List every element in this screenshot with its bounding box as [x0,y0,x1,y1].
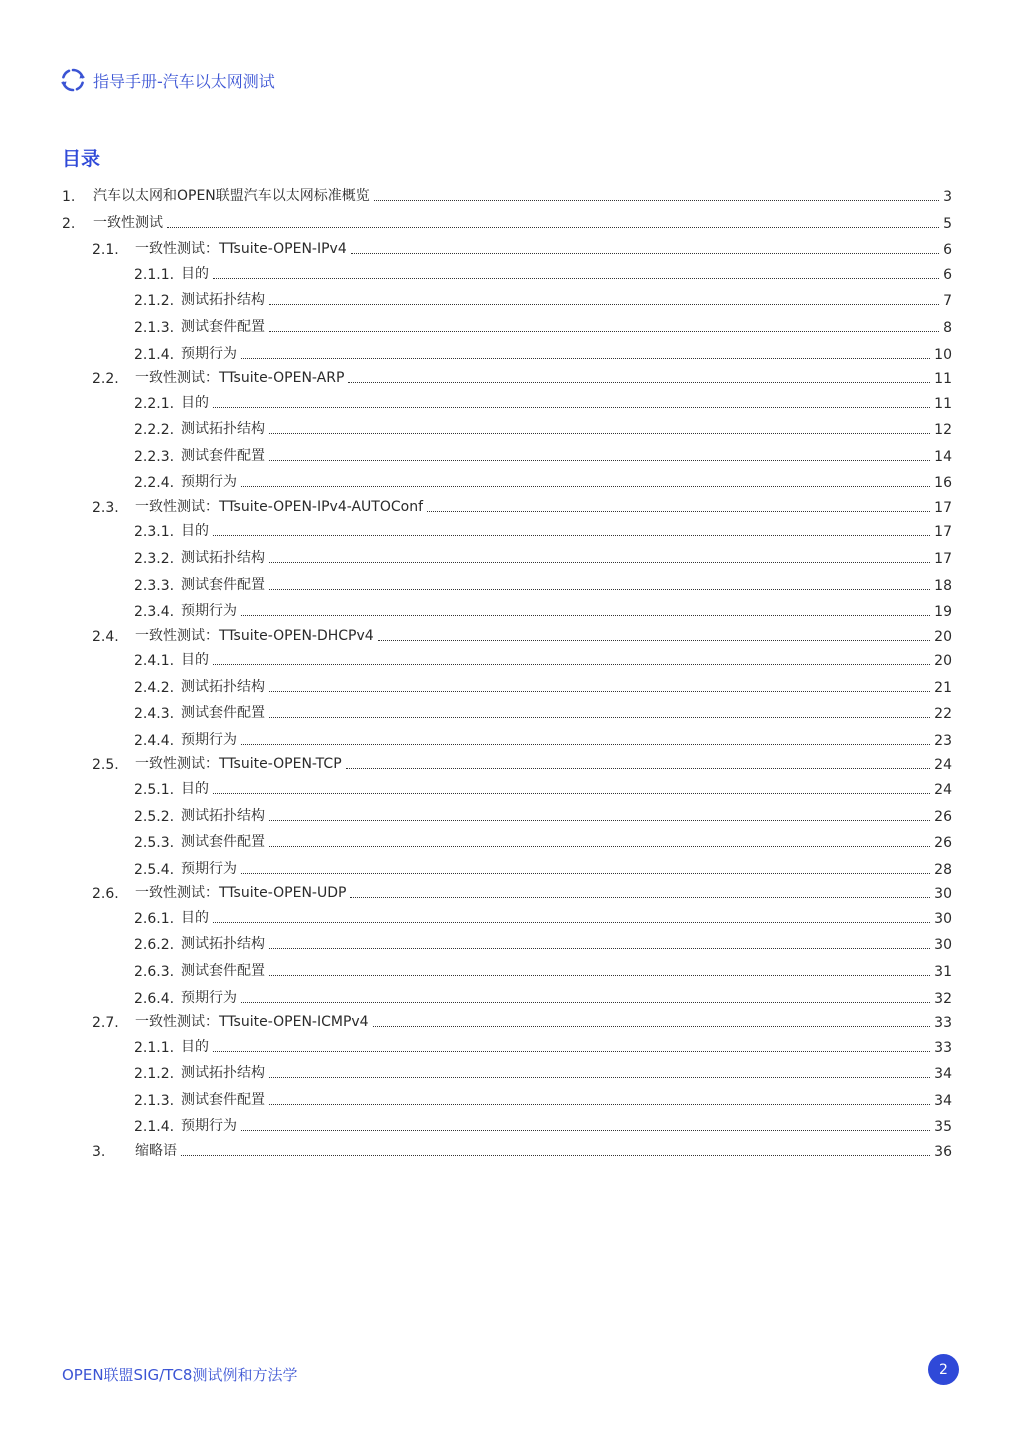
toc-entry[interactable] [134,1060,952,1082]
dot-leader [269,846,930,847]
toc-entry-page: 23 [934,733,952,749]
toc-entry-number: 1. [62,189,76,205]
toc-entry-title: 汽车以太网和OPEN联盟汽车以太网标准概览 [93,188,370,204]
dot-leader [213,535,930,536]
toc-entry-title: 一致性测试：TTsuite-OPEN-IPv4-AUTOConf [135,499,424,515]
toc-entry-page: 30 [934,886,952,902]
toc-entry-page: 10 [934,347,952,363]
toc-entry-page: 32 [934,991,952,1007]
toc-entry-page: 5 [943,216,952,232]
toc-entry-number: 2.1.4. [134,347,175,363]
dot-leader [241,1002,930,1003]
toc-entry-title: 测试拓扑结构 [181,679,265,695]
toc-entry-page: 17 [934,524,952,540]
toc-entry[interactable] [134,829,952,851]
toc-entry-number: 2. [62,216,76,232]
toc-entry-number: 2.5.3. [134,835,175,851]
toc-entry-page: 36 [934,1144,952,1160]
toc-entry-number: 2.1.4. [134,1119,175,1135]
dot-leader [241,615,930,616]
toc-entry[interactable] [134,727,952,749]
toc-entry-page: 17 [934,500,952,516]
toc-entry-page: 16 [934,475,952,491]
toc-entry[interactable] [134,647,952,669]
dot-leader [213,407,930,408]
toc-entry-page: 30 [934,911,952,927]
toc-entry-page: 33 [934,1015,952,1031]
toc-entry[interactable] [134,931,952,953]
toc-entry-page: 21 [934,680,952,696]
toc-entry[interactable] [134,314,952,336]
toc-entry-number: 2.1. [92,242,119,258]
toc-entry-number: 2.1.3. [134,320,175,336]
toc-entry-number: 2.2. [92,371,119,387]
dot-leader [269,975,930,976]
toc-entry-number: 2.3.1. [134,524,175,540]
toc-entry-title: 测试拓扑结构 [181,1065,265,1081]
toc-entry[interactable] [92,365,952,387]
dot-leader [213,922,930,923]
toc-entry[interactable] [134,803,952,825]
toc-entry-page: 3 [943,189,952,205]
toc-entry[interactable] [134,261,952,283]
dot-leader [269,717,930,718]
toc-entry[interactable] [134,1034,952,1056]
toc-entry-page: 20 [934,653,952,669]
toc-entry[interactable] [134,416,952,438]
toc-entry-title: 测试套件配置 [181,319,265,335]
toc-entry[interactable] [134,341,952,363]
dot-leader [269,691,930,692]
toc-entry-number: 2.4. [92,629,119,645]
toc-entry[interactable] [62,183,952,205]
toc-entry-title: 预期行为 [181,732,237,748]
toc-entry-page: 22 [934,706,952,722]
toc-entry-title: 测试拓扑结构 [181,292,265,308]
toc-entry-number: 2.3.2. [134,551,175,567]
toc-entry-number: 2.1.1. [134,267,175,283]
toc-entry[interactable] [92,623,952,645]
toc-entry-page: 8 [943,320,952,336]
toc-entry-page: 7 [943,293,952,309]
toc-entry-number: 2.3.4. [134,604,175,620]
toc-entry[interactable] [62,210,952,232]
dot-leader [213,1051,930,1052]
toc-entry-page: 17 [934,551,952,567]
toc-entry[interactable] [134,958,952,980]
toc-entry-title: 一致性测试：TTsuite-OPEN-UDP [135,885,347,901]
toc-entry-title: 目的 [181,1039,209,1055]
toc-heading: 目录 [62,148,101,170]
dot-leader [213,664,930,665]
dot-leader [269,1077,930,1078]
toc-entry-number: 2.5.2. [134,809,175,825]
toc-entry-title: 目的 [181,910,209,926]
toc-entry-page: 35 [934,1119,952,1135]
toc-entry[interactable] [134,700,952,722]
dot-leader [427,511,930,512]
toc-entry-number: 2.2.3. [134,449,175,465]
toc-entry-page: 11 [934,396,952,412]
toc-entry-number: 2.6.2. [134,937,175,953]
toc-entry[interactable] [92,494,952,516]
dot-leader [213,793,930,794]
toc-entry[interactable] [134,390,952,412]
toc-entry[interactable] [134,856,952,878]
toc-entry[interactable] [134,572,952,594]
dot-leader [373,1026,931,1027]
toc-entry[interactable] [92,1138,952,1160]
footer-text: OPEN联盟SIG/TC8测试例和方法学 [62,1366,298,1384]
toc-entry-title: 一致性测试：TTsuite-OPEN-ICMPv4 [135,1014,369,1030]
toc-entry-number: 2.2.1. [134,396,175,412]
toc-entry-page: 26 [934,809,952,825]
toc-entry-title: 目的 [181,395,209,411]
toc-entry-number: 2.2.2. [134,422,175,438]
dot-leader [269,433,930,434]
toc-entry-number: 2.6.4. [134,991,175,1007]
toc-entry-page: 34 [934,1093,952,1109]
dot-leader [269,820,930,821]
toc-entry-title: 测试套件配置 [181,963,265,979]
toc-entry-title: 预期行为 [181,861,237,877]
toc-entry-page: 30 [934,937,952,953]
toc-entry-number: 2.1.2. [134,1066,175,1082]
toc-entry-page: 31 [934,964,952,980]
toc-entry[interactable] [134,776,952,798]
dot-leader [167,227,939,228]
toc-entry-title: 测试套件配置 [181,577,265,593]
toc-entry-page: 26 [934,835,952,851]
dot-leader [241,873,930,874]
toc-entry-page: 28 [934,862,952,878]
toc-entry-number: 2.6.3. [134,964,175,980]
toc-entry-number: 2.1.3. [134,1093,175,1109]
toc-entry[interactable] [92,1009,952,1031]
toc-entry-title: 预期行为 [181,990,237,1006]
toc-entry-number: 2.1.2. [134,293,175,309]
toc-entry-number: 2.3. [92,500,119,516]
dot-leader [269,948,930,949]
toc-entry-number: 2.4.4. [134,733,175,749]
toc-entry-page: 24 [934,782,952,798]
toc-entry-title: 测试套件配置 [181,1092,265,1108]
toc-entry-title: 目的 [181,266,209,282]
toc-entry-title: 测试拓扑结构 [181,936,265,952]
toc-entry-page: 11 [934,371,952,387]
dot-leader [269,562,930,563]
toc-entry-title: 预期行为 [181,1118,237,1134]
toc-entry-title: 目的 [181,523,209,539]
toc-entry-page: 18 [934,578,952,594]
toc-entry-title: 一致性测试：TTsuite-OPEN-ARP [135,370,345,386]
toc-entry-title: 测试拓扑结构 [181,808,265,824]
toc-entry[interactable] [92,880,952,902]
dot-leader [378,640,930,641]
dot-leader [374,200,939,201]
toc-entry-number: 2.4.3. [134,706,175,722]
toc-entry-title: 目的 [181,781,209,797]
toc-entry-number: 2.4.1. [134,653,175,669]
toc-entry-title: 测试套件配置 [181,834,265,850]
toc-entry-title: 测试套件配置 [181,448,265,464]
toc-entry-number: 2.5. [92,757,119,773]
toc-entry-title: 测试拓扑结构 [181,550,265,566]
dot-leader [351,253,939,254]
toc-entry-number: 2.7. [92,1015,119,1031]
toc-entry-number: 2.4.2. [134,680,175,696]
toc-entry-number: 2.5.1. [134,782,175,798]
dot-leader [350,897,930,898]
dot-leader [346,768,931,769]
toc-entry[interactable] [92,236,952,258]
toc-entry-number: 2.2.4. [134,475,175,491]
toc-entry[interactable] [134,518,952,540]
dot-leader [269,331,939,332]
dot-leader [269,1104,930,1105]
toc-entry[interactable] [134,598,952,620]
dot-leader [241,744,930,745]
dot-leader [241,1130,930,1131]
toc-entry-title: 测试拓扑结构 [181,421,265,437]
document-title: 指导手册-汽车以太网测试 [93,71,275,91]
toc-entry-number: 2.3.3. [134,578,175,594]
toc-entry[interactable] [134,469,952,491]
toc-entry[interactable] [134,545,952,567]
toc-entry-title: 预期行为 [181,474,237,490]
dot-leader [269,460,930,461]
toc-entry-page: 24 [934,757,952,773]
toc-entry[interactable] [134,443,952,465]
toc-entry-page: 34 [934,1066,952,1082]
toc-entry-number: 2.5.4. [134,862,175,878]
toc-entry-number: 2.6.1. [134,911,175,927]
toc-entry-page: 33 [934,1040,952,1056]
toc-entry-title: 预期行为 [181,603,237,619]
toc-entry-page: 14 [934,449,952,465]
toc-entry[interactable] [134,985,952,1007]
toc-entry-number: 2.1.1. [134,1040,175,1056]
toc-entry-title: 一致性测试：TTsuite-OPEN-TCP [135,756,342,772]
toc-entry-title: 一致性测试 [93,215,163,231]
dot-leader [269,589,930,590]
toc-entry[interactable] [134,287,952,309]
toc-entry-page: 20 [934,629,952,645]
toc-entry[interactable] [134,1113,952,1135]
toc-entry[interactable] [134,674,952,696]
dot-leader [269,304,939,305]
dot-leader [241,358,930,359]
toc-entry-page: 6 [943,267,952,283]
toc-entry[interactable] [134,905,952,927]
toc-entry-number: 3. [92,1144,106,1160]
toc-entry[interactable] [92,751,952,773]
toc-entry-title: 目的 [181,652,209,668]
toc-entry-title: 测试套件配置 [181,705,265,721]
dot-leader [213,278,939,279]
toc-entry-page: 6 [943,242,952,258]
toc-entry-title: 缩略语 [135,1143,177,1159]
toc-entry-title: 一致性测试：TTsuite-OPEN-DHCPv4 [135,628,374,644]
toc-entry[interactable] [134,1087,952,1109]
dot-leader [241,486,930,487]
page-number-badge: 2 [928,1354,959,1385]
toc-entry-number: 2.6. [92,886,119,902]
toc-entry-page: 19 [934,604,952,620]
toc-entry-title: 预期行为 [181,346,237,362]
dot-leader [181,1155,930,1156]
dot-leader [348,382,930,383]
toc-entry-page: 12 [934,422,952,438]
toc-entry-title: 一致性测试：TTsuite-OPEN-IPv4 [135,241,347,257]
